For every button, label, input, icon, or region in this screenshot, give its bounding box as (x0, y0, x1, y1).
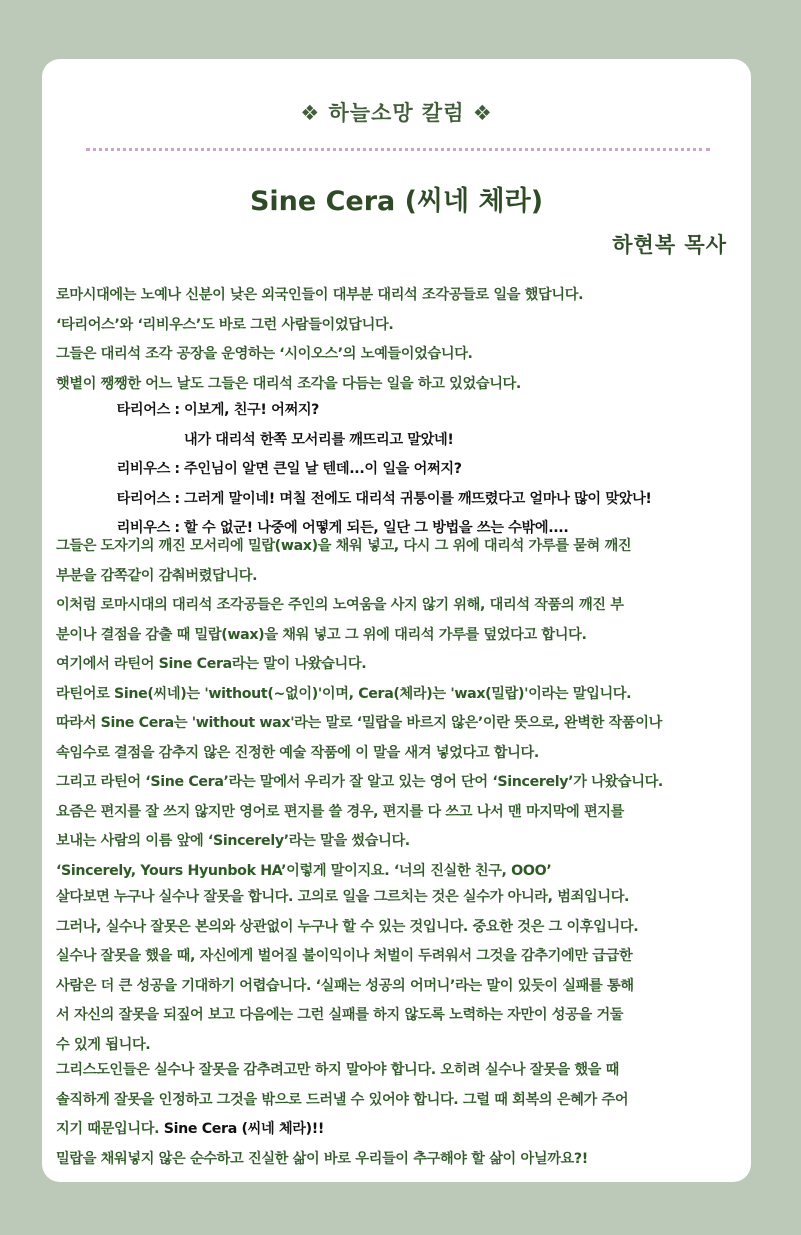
speaker: 리비우스 (116, 520, 170, 536)
article-title: Sine Cera (씨네 체라) (249, 186, 544, 217)
body-paragraph-1 (56, 532, 746, 886)
text-line: 로마시대에는 노예나 신분이 낮은 외국인들이 대부분 대리석 조각공들로 일을 했답니다. (56, 287, 584, 303)
text-line: 그러나, 실수나 잘못은 본의와 상관없이 누구나 할 수 있는 것입니다. 중요한 것은 그 이후입니다. (56, 918, 639, 935)
text-line: 라틴어로 Sine(씨네)는 'without(~없이)'이며, Cera(체라)는 'wax(밀랍)'이라는 말입니다. (56, 685, 632, 702)
text-line: 요즘은 편지를 잘 쓰지 않지만 영어로 편지를 쓸 경우, 편지를 다 쓰고 나서 맨 마지막에 편지를 (56, 803, 625, 820)
speaker (66, 426, 170, 456)
speaker: 리비우스 (116, 461, 170, 477)
body-paragraph-2 (56, 883, 746, 1060)
dialogue-row (66, 426, 746, 456)
dotted-divider (86, 148, 710, 151)
text-line: 수 있게 됩니다. (56, 1036, 151, 1053)
dialogue-line: 이보게, 친구! 어쩌지? (184, 402, 320, 418)
text-line: 그들은 대리석 조각 공장을 운영하는 ‘시이오스’의 노예들이었습니다. (56, 346, 473, 362)
dialogue-block (66, 396, 746, 544)
text-line: ‘Sincerely, Yours Hyunbok HA’이렇게 말이지요. ‘너의 진실한 친구, OOO’ (56, 862, 552, 879)
closing-line: 밀랍을 채워넣지 않은 순수하고 진실한 삶이 바로 우리들이 추구해야 할 삶이 아닐까요?! (56, 1150, 588, 1167)
dialogue-line: 주인님이 알면 큰일 날 텐데...이 일을 어쩌지? (184, 461, 462, 477)
text-segment: 지기 때문입니다. (56, 1121, 164, 1137)
speaker: 타리어스 (116, 490, 170, 507)
dialogue-line: 내가 대리석 한쪽 모서리를 깨뜨리고 말았네! (184, 431, 454, 448)
text-line: 그리스도인들은 실수나 잘못을 감추려고만 하지 말아야 합니다. 오히려 실수나 잘못을 했을 때 (56, 1062, 620, 1078)
text-line: 분이나 결점을 감출 때 밀랍(wax)을 채워 넣고 그 위에 대리석 가루를 덮었다고 합니다. (56, 626, 587, 643)
column-card (42, 59, 751, 1182)
text-line: 속임수로 결점을 감추지 않은 진정한 예술 작품에 이 말을 새겨 넣었다고 합니다. (56, 744, 539, 761)
text-line: ‘타리어스’와 ‘리비우스’도 바로 그런 사람들이었답니다. (56, 316, 394, 333)
text-line: 여기에서 라틴어 Sine Cera라는 말이 나왔습니다. (56, 656, 367, 672)
column-header: ❖ 하늘소망 칼럼 ❖ (300, 101, 493, 125)
intro-paragraph (56, 281, 746, 399)
text-line: 보내는 사람의 이름 앞에 ‘Sincerely’라는 말을 썼습니다. (56, 833, 410, 849)
dialogue-row: 리비우스 : 할 수 없군! 나중에 어떻게 되든, 일단 그 방법을 쓰는 수밖에.... (66, 514, 746, 544)
dialogue-row: 리비우스 : 주인님이 알면 큰일 날 텐데...이 일을 어쩌지? (66, 455, 746, 485)
text-line: 햇볕이 쨍쨍한 어느 날도 그들은 대리석 조각을 다듬는 일을 하고 있었습니다. (56, 375, 521, 392)
text-line: 그들은 도자기의 깨진 모서리에 밀랍(wax)을 채워 넣고, 다시 그 위에 대리석 가루를 묻혀 깨진 (56, 538, 632, 554)
speaker: 타리어스 (116, 402, 170, 418)
dialogue-line: 그러게 말이네! 며칠 전에도 대리석 귀퉁이를 깨뜨렸다고 얼마나 많이 맞았나! (184, 490, 652, 507)
text-line: 실수나 잘못을 했을 때, 자신에게 벌어질 불이익이나 처벌이 두려워서 그것을 감추기에만 급급한 (56, 948, 633, 964)
body-paragraph-3 (56, 1056, 746, 1174)
text-line: 그리고 라틴어 ‘Sine Cera’라는 말에서 우리가 잘 알고 있는 영어 단어 ‘Sincerely’가 나왔습니다. (56, 774, 663, 790)
author-name: 하현복 목사 (612, 233, 727, 257)
text-line: 솔직하게 잘못을 인정하고 그것을 밖으로 드러낼 수 있어야 합니다. 그럴 때 회복의 은혜가 주어 (56, 1091, 629, 1108)
text-line: 살다보면 누구나 실수나 잘못을 합니다. 고의로 일을 그르치는 것은 실수가 아니라, 범죄입니다. (56, 889, 630, 905)
text-line: 서 자신의 잘못을 되짚어 보고 다음에는 그런 실패를 하지 않도록 노력하는 자만이 성공을 거둘 (56, 1007, 624, 1023)
text-line: 부분을 감쪽같이 감춰버렸답니다. (56, 567, 258, 584)
text-line: 사람은 더 큰 성공을 기대하기 어렵습니다. ‘실패는 성공의 어머니’라는 말이 있듯이 실패를 통해 (56, 977, 634, 994)
dialogue-line: 할 수 없군! 나중에 어떻게 되든, 일단 그 방법을 쓰는 수밖에.... (184, 520, 569, 536)
dialogue-row: 타리어스 : 이보게, 친구! 어쩌지? (66, 396, 746, 426)
text-line: 따라서 Sine Cera는 'without wax'라는 말로 ‘밀랍을 바르지 않은’이란 뜻으로, 완벽한 작품이나 (56, 715, 662, 731)
dialogue-row: 타리어스 : 그러게 말이네! 며칠 전에도 대리석 귀퉁이를 깨뜨렸다고 얼마나 많이 맞았나! (66, 485, 746, 515)
text-line (56, 1115, 746, 1145)
text-line: 이처럼 로마시대의 대리석 조각공들은 주인의 노여움을 사지 않기 위해, 대리석 작품의 깨진 부 (56, 597, 624, 613)
emphasis-text: Sine Cera (씨네 체라)!! (163, 1121, 325, 1137)
